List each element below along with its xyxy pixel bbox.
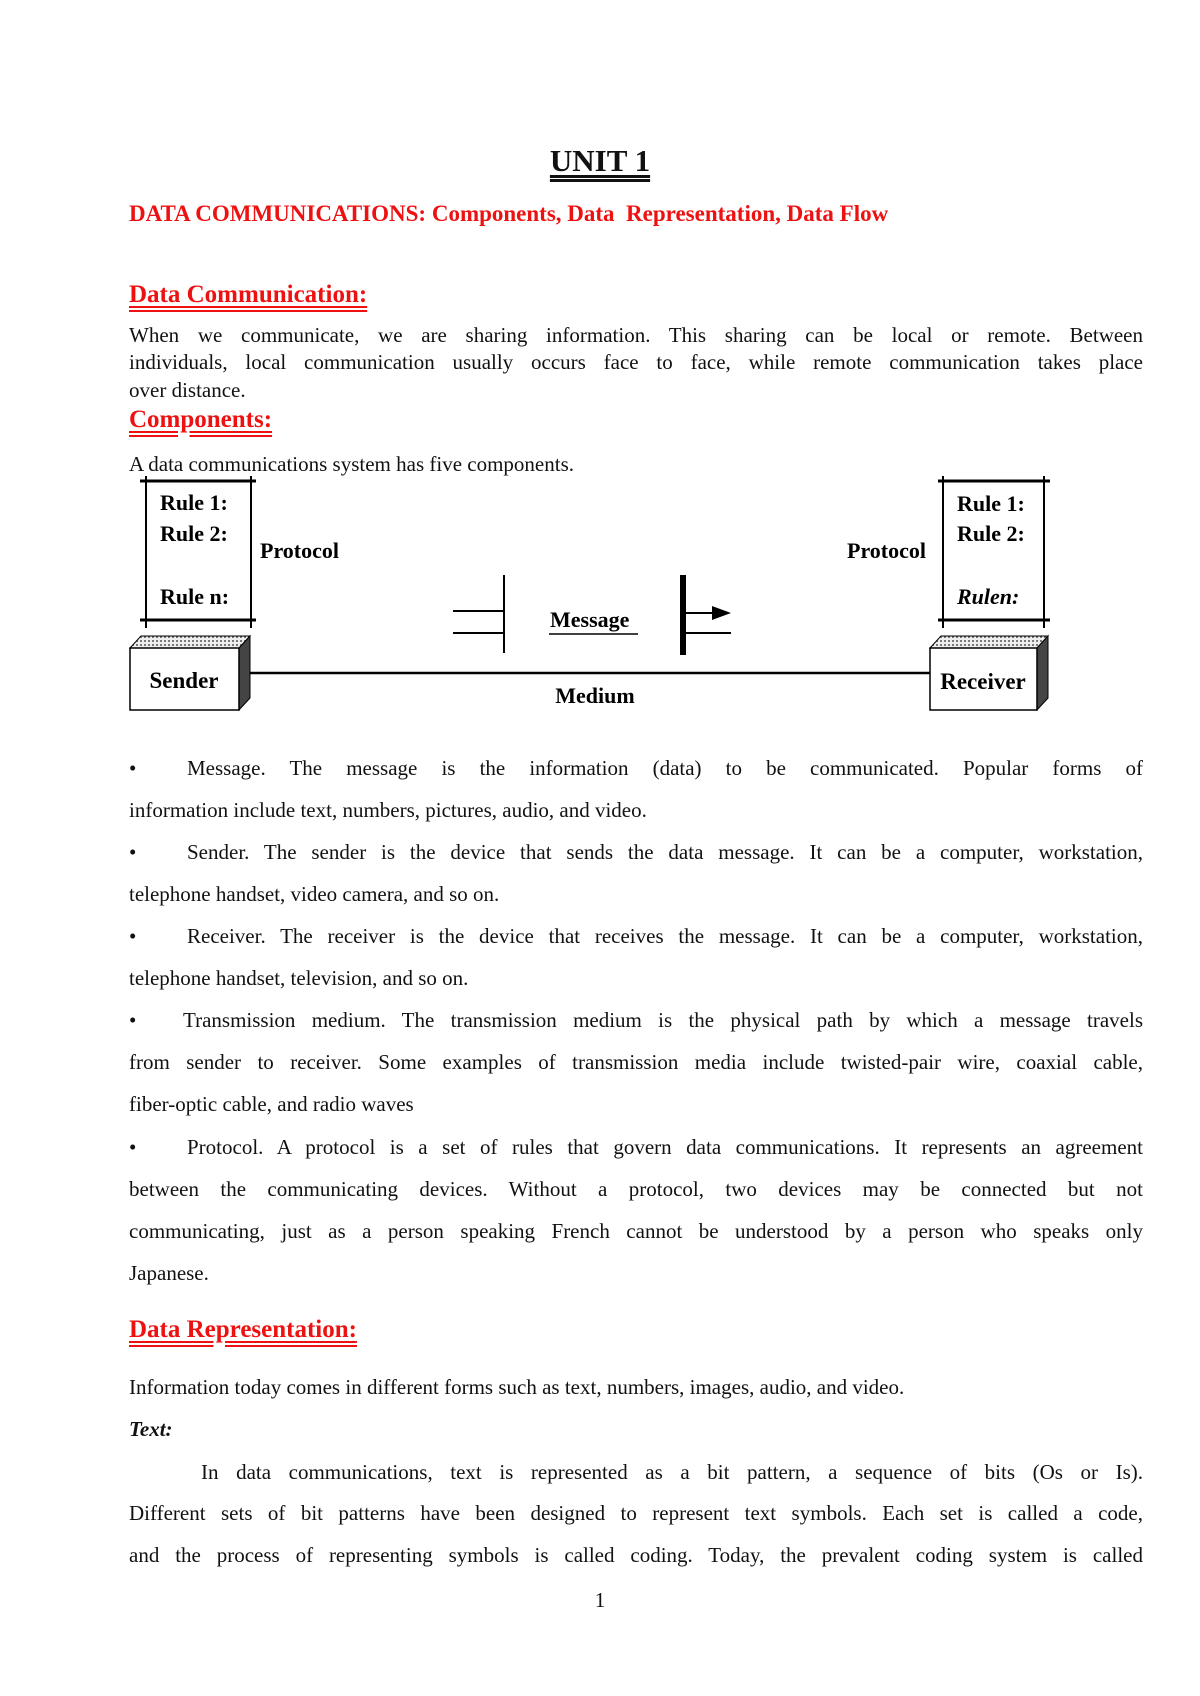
bullet-line: Japanese. (129, 1261, 209, 1285)
paragraph-line: Different sets of bit patterns have been designed to represent text symbols. Each set is called a code, (129, 1501, 1143, 1525)
paragraph-line: and the process of representing symbols is called coding. Today, the prevalent coding system is called (129, 1543, 1143, 1567)
heading-components: Components: (129, 406, 273, 433)
bullet-sender: • Sender. The sender is the device that sends the data message. It can be a computer, workstation, (129, 840, 1143, 864)
left-rule-n: Rule n: (160, 584, 230, 609)
right-rule-2: Rule 2: (957, 521, 1025, 546)
bullet-line: telephone handset, video camera, and so on. (129, 882, 500, 906)
data-representation-intro: Information today comes in different forms such as text, numbers, images, audio, and video. (129, 1375, 905, 1399)
arrow-icon (712, 606, 731, 620)
components-diagram (0, 0, 1200, 740)
message-label: Message (550, 607, 630, 632)
left-rule-1: Rule 1: (160, 490, 228, 515)
right-rule-1: Rule 1: (957, 491, 1025, 516)
unit-title: UNIT 1 (549, 143, 651, 178)
components-intro: A data communications system has five components. (129, 452, 574, 476)
left-rule-2: Rule 2: (160, 521, 228, 546)
protocol-label-right: Protocol (847, 538, 927, 563)
protocol-label-left: Protocol (260, 538, 340, 563)
paragraph-line: When we communicate, we are sharing information. This sharing can be local or remote. Between (129, 323, 1143, 347)
right-rule-n: Rulen: (957, 584, 1020, 609)
bullet-line: from sender to receiver. Some examples of transmission media include twisted-pair wire, coaxial cable, (129, 1050, 1143, 1074)
heading-data-communication: Data Communication: (129, 281, 368, 308)
document-subtitle: DATA COMMUNICATIONS: Components, Data Representation, Data Flow (129, 201, 889, 226)
bullet-line: communicating, just as a person speaking French cannot be understood by a person who speaks only (129, 1219, 1143, 1243)
paragraph-line: individuals, local communication usually occurs face to face, while remote communication takes place (129, 350, 1143, 374)
bullet-message: • Message. The message is the information (data) to be communicated. Popular forms of (129, 756, 1143, 780)
bullet-protocol: • Protocol. A protocol is a set of rules that govern data communications. It represents an agreement (129, 1135, 1143, 1159)
page-number: 1 (594, 1588, 606, 1612)
paragraph-line: over distance. (129, 378, 246, 402)
bullet-line: fiber-optic cable, and radio waves (129, 1092, 414, 1116)
paragraph-line: In data communications, text is represented as a bit pattern, a sequence of bits (Os or Is). (201, 1460, 1143, 1484)
bullet-medium: • Transmission medium. The transmission medium is the physical path by which a message travels (129, 1008, 1143, 1032)
bullet-receiver: • Receiver. The receiver is the device that receives the message. It can be a computer, workstation, (129, 924, 1143, 948)
sender-label: Sender (149, 668, 219, 693)
message-left-bracket (453, 575, 504, 653)
bullet-line: between the communicating devices. Without a protocol, two devices may be connected but not (129, 1177, 1143, 1201)
heading-data-representation: Data Representation: (129, 1316, 357, 1343)
bullet-line: information include text, numbers, pictures, audio, and video. (129, 798, 647, 822)
medium-label: Medium (555, 683, 635, 708)
text-subheading: Text: (129, 1417, 173, 1441)
bullet-line: telephone handset, television, and so on. (129, 966, 469, 990)
receiver-label: Receiver (940, 669, 1026, 694)
